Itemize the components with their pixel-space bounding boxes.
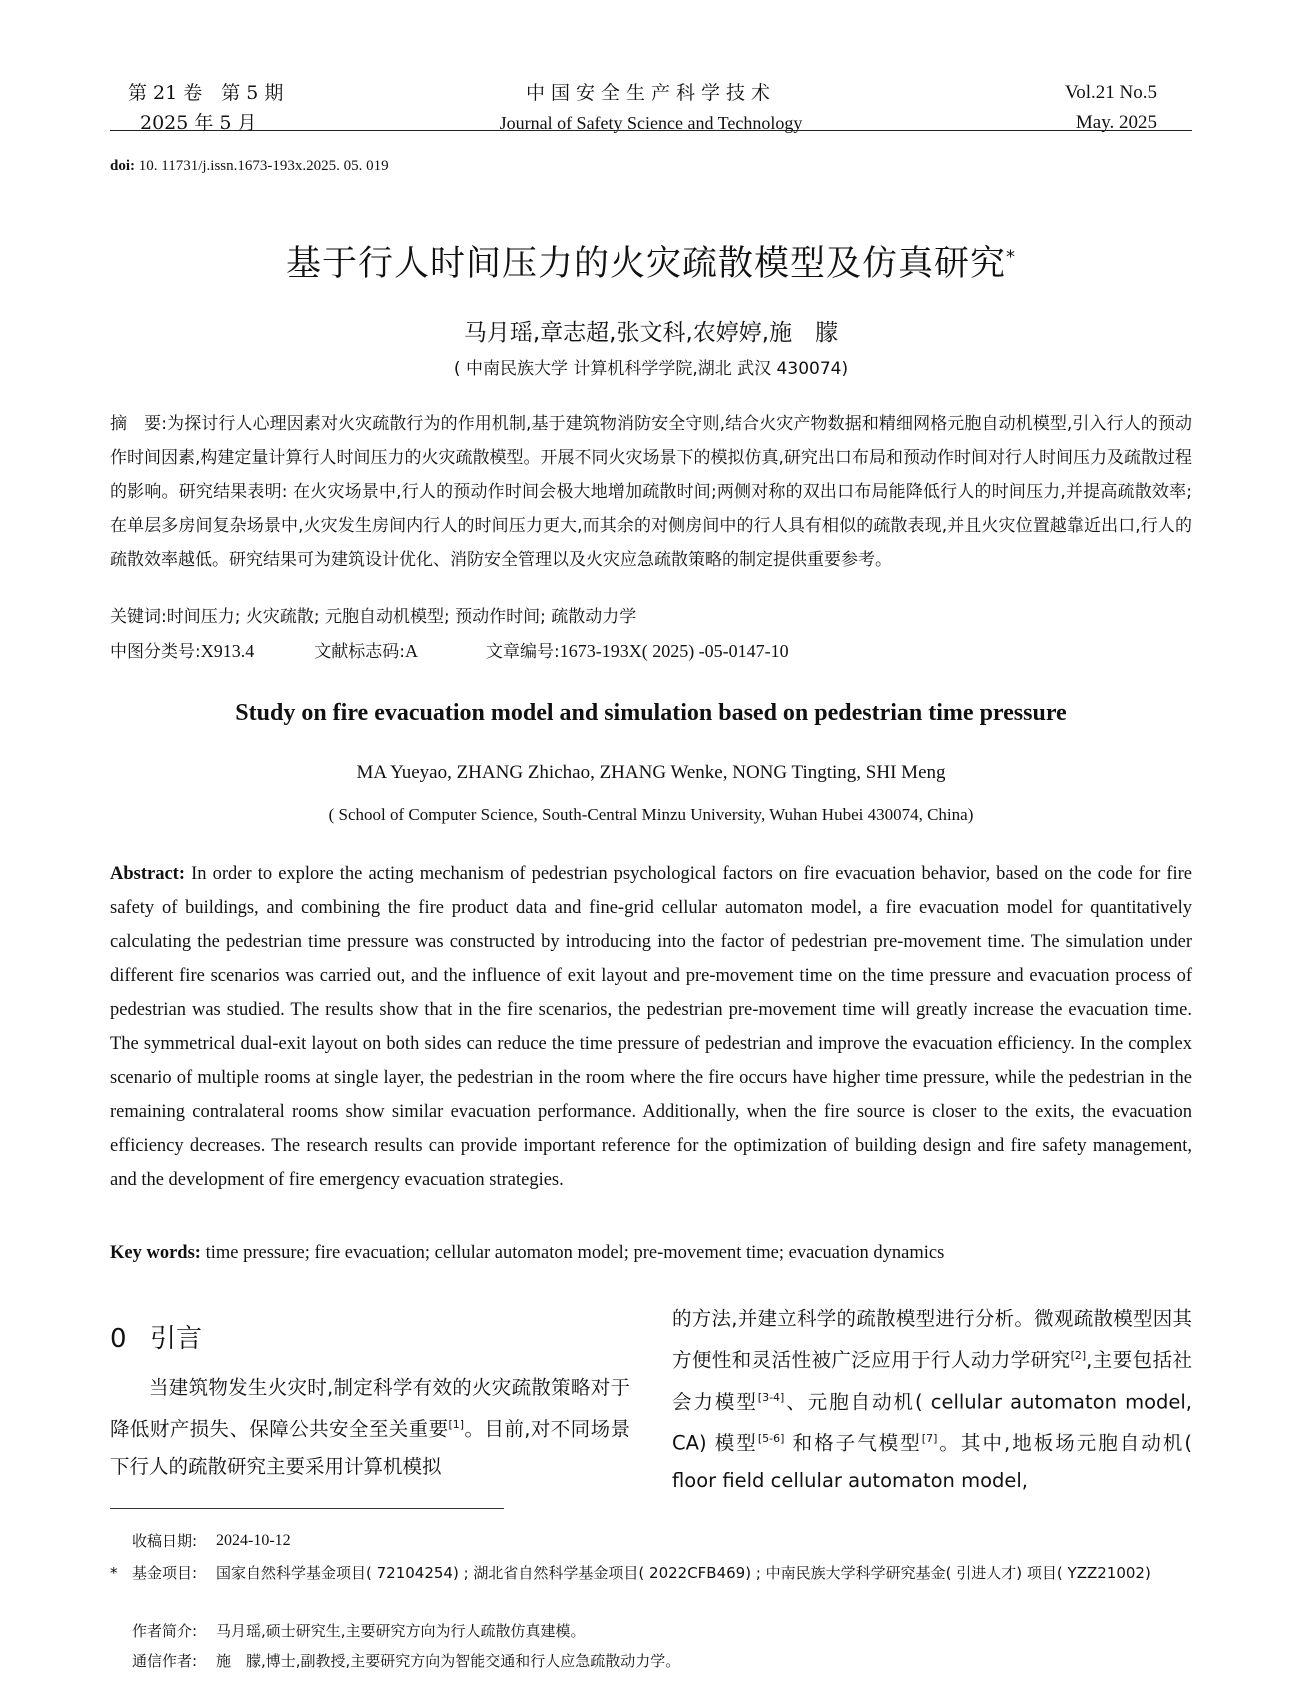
header-volume-issue-cn: 第 21 卷 第 5 期 (128, 82, 284, 104)
doi-line (110, 158, 389, 175)
body-right-text-1: 的方法,并建立科学的疏散模型进行分析。微观疏散模型因其方便性和灵活性被广泛应用于行人动力学研究 (672, 1307, 1192, 1372)
journal-name-en: Journal of Safety Science and Technology (499, 113, 803, 133)
doi-value[interactable]: 10. 11731/j.issn.1673-193x.2025. 05. 019 (138, 158, 389, 174)
doi-label: doi: (110, 158, 136, 174)
section-number: 0 (110, 1324, 127, 1354)
received-value: 2024-10-12 (216, 1532, 291, 1549)
header-date-en: May. 2025 (1075, 112, 1157, 133)
authors-en: MA Yueyao, ZHANG Zhichao, ZHANG Wenke, NONG Tingting, SHI Meng (356, 762, 946, 783)
body-left-text-1: 当建筑物发生火灾时,制定科学有效的火灾疏散策略对于降低财产损失、保障公共安全至关重要 (110, 1376, 630, 1441)
keywords-en-label: Key words: (110, 1243, 201, 1263)
citation-ref[interactable]: [5-6] (757, 1432, 785, 1445)
clc-label: 中图分类号: (110, 642, 201, 662)
body-right-text-2: ,主要包括社会力模型 (672, 1348, 1192, 1413)
keywords-en (110, 1236, 944, 1270)
abstract-cn-label: 摘 要: (110, 414, 168, 434)
doc-code-value: A (404, 641, 418, 661)
classification-row (110, 634, 789, 669)
header-date-cn: 2025 年 5 月 (140, 112, 257, 134)
header-volume-en (1065, 78, 1157, 138)
citation-ref[interactable]: [2] (1070, 1349, 1087, 1362)
keywords-cn-text: 时间压力; 火灾疏散; 元胞自动机模型; 预动作时间; 疏散动力学 (166, 607, 637, 627)
citation-ref[interactable]: [1] (448, 1418, 465, 1431)
body-left-text-2: 。目前,对不同场景下行人的疏散研究主要采用计算机模拟 (110, 1417, 630, 1478)
body-column-left (110, 1369, 630, 1485)
body-right-text-5: 。其中,地板场元胞自动机( floor field cellular automaton model, (672, 1431, 1192, 1492)
fund-value: 国家自然科学基金项目( 72104254) ; 湖北省自然科学基金项目( 2022CFB469) ; 中南民族大学科学研究基金( 引进人才) 项目( YZZ21002) (216, 1564, 1151, 1582)
abstract-cn (110, 407, 1192, 577)
paper-title-cn (0, 236, 1302, 286)
keywords-cn (110, 600, 636, 634)
paper-title-en: Study on fire evacuation model and simulation based on pedestrian time pressure (235, 700, 1067, 726)
keywords-cn-label: 关键词: (110, 607, 167, 627)
header-divider (110, 130, 1192, 131)
article-number-label: 文章编号: (485, 642, 560, 662)
abstract-en-label: Abstract: (110, 864, 186, 884)
journal-name-cn: 中国安全生产科学技术 (525, 82, 776, 104)
article-number-value: 1673-193X( 2025) -05-0147-10 (559, 641, 789, 661)
title-cn-text: 基于行人时间压力的火灾疏散模型及仿真研究 (285, 244, 1006, 284)
citation-ref[interactable]: [7] (921, 1432, 938, 1445)
citation-ref[interactable]: [3-4] (757, 1390, 785, 1404)
corresponding-label: 通信作者: (132, 1652, 198, 1670)
clc-value: X913.4 (200, 641, 255, 661)
fund-star: * (110, 1564, 118, 1582)
section-heading-intro (110, 1318, 202, 1355)
affiliation-cn: ( 中南民族大学 计算机科学学院,湖北 武汉 430074) (453, 359, 849, 379)
fund-label: 基金项目: (132, 1564, 198, 1582)
doc-code-label: 文献标志码: (314, 642, 405, 662)
body-right-text-3: 、元胞自动机( cellular automaton model, CA) 模型 (672, 1390, 1192, 1455)
footnote-fund (110, 1560, 1192, 1586)
corresponding-value: 施 朦,博士,副教授,主要研究方向为智能交通和行人应急疏散动力学。 (216, 1652, 681, 1670)
affiliation-en: ( School of Computer Science, South-Central Minzu University, Wuhan Hubei 430074, China) (328, 805, 974, 824)
body-column-right (672, 1300, 1192, 1499)
footnote-received (110, 1528, 1192, 1554)
received-label: 收稿日期: (132, 1532, 198, 1550)
authors-cn: 马月瑶,章志超,张文科,农婷婷,施 朦 (463, 320, 839, 346)
footnote-author-bio (110, 1618, 1192, 1644)
header-volume-issue-en: Vol.21 No.5 (1064, 82, 1157, 103)
author-bio-value: 马月瑶,硕士研究生,主要研究方向为行人疏散仿真建模。 (216, 1622, 586, 1640)
author-bio-label: 作者简介: (132, 1622, 198, 1640)
title-footnote-mark: * (1006, 246, 1016, 268)
keywords-en-text: time pressure; fire evacuation; cellular automaton model; pre-movement time; evacuation dynamics (205, 1243, 945, 1263)
body-right-text-4: 和格子气模型 (784, 1431, 922, 1455)
footnote-divider (110, 1508, 504, 1509)
footnote-corresponding (110, 1648, 1192, 1674)
section-title: 引言 (150, 1324, 203, 1354)
abstract-en (110, 857, 1192, 1197)
abstract-en-text: In order to explore the acting mechanism of pedestrian psychological factors on fire evacuation behavior, based on the code for fire safety of buildings, and combining the fire product data and fine-grid cellular automaton model, a fire evacuation model for quantitatively calculating the pedestrian time pressure was constructed by introducing into the factor of pedestrian pre-movement time. The simulation under different fire scenarios was carried out, and the influence of exit layout and pre-movement time on the time pressure and evacuation process of pedestrian was studied. The results show that in the fire scenarios, the pedestrian pre-movement time will greatly increase the evacuation time. The symmetrical dual-exit layout on both sides can reduce the time pressure of pedestrian and improve the evacuation efficiency. In the complex scenario of multiple rooms at single layer, the pedestrian in the room where the fire occurs have higher time pressure, while the pedestrian in the remaining contralateral rooms show similar evacuation performance. Additionally, when the fire source is closer to the exits, the evacuation efficiency decreases. The research results can provide important reference for the optimization of building design and fire safety management, and the development of fire emergency evacuation strategies. (110, 864, 1192, 1190)
abstract-cn-text: 为探讨行人心理因素对火灾疏散行为的作用机制,基于建筑物消防安全守则,结合火灾产物数据和精细网格元胞自动机模型,引入行人的预动作时间因素,构建定量计算行人时间压力的火灾疏散模型。开展不同火灾场景下的模拟仿真,研究出口布局和预动作时间对行人时间压力及疏散过程的影响。研究结果表明: 在火灾场景中,行人的预动作时间会极大地增加疏散时间;两侧对称的双出口布局能降低行人的时间压力,并提高疏散效率;在单层多房间复杂场景中,火灾发生房间内行人的时间压力更大,而其余的对侧房间中的行人具有相似的疏散表现,并且火灾位置越靠近出口,行人的疏散效率越低。研究结果可为建筑设计优化、消防安全管理以及火灾应急疏散策略的制定提供重要参考。 (110, 414, 1192, 570)
